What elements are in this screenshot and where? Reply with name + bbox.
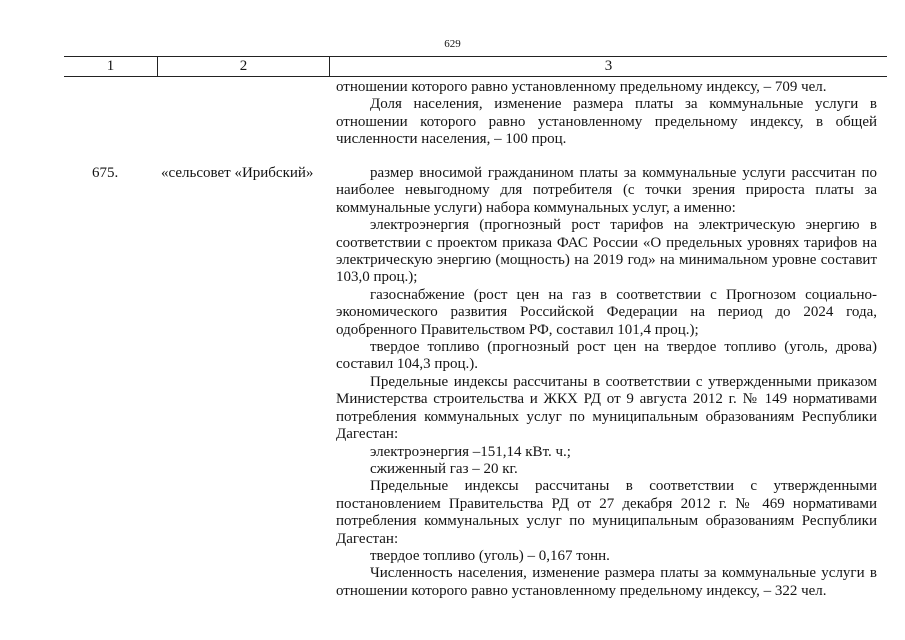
column-header-3: 3: [329, 57, 887, 76]
paragraph: электроэнергия –151,14 кВт. ч.;: [370, 443, 571, 460]
column-header-1: 1: [106, 58, 115, 74]
page-number: 629: [444, 38, 461, 50]
paragraph: газоснабжение (рост цен на газ в соответствии с Прогнозом социально-экономического развития Российской Федерации на период до 2024 года, одобренного Правительством РФ, составил 101,4 проц.);: [336, 286, 877, 338]
paragraph: твердое топливо (прогнозный рост цен на твердое топливо (уголь, дрова) составил 104,3 проц.).: [336, 339, 877, 373]
column-header-2: 2: [157, 57, 329, 76]
paragraph: размер вносимой гражданином платы за коммунальные услуги рассчитан по наиболее невыгодному для потребителя (с точки зрения прироста платы за коммунальные услуги) набора коммунальных услуг, а именно:: [336, 165, 877, 216]
paragraph: сжиженный газ – 20 кг.: [370, 460, 518, 477]
paragraph: Доля населения, изменение размера платы за коммунальные услуги в отношении которого равно установленному предельному индексу, в общей численности населения, – 100 проц.: [336, 96, 877, 148]
paragraph: электроэнергия (прогнозный рост тарифов на электрическую энергию в соответствии с проектом приказа ФАС России «О предельных уровнях тарифов на электрическую энергию (мощность) на 2019 год» на минимальном уровне составит 103,0 проц.);: [336, 217, 877, 286]
paragraph: Предельные индексы рассчитаны в соответствии с утвержденными постановлением Правительства РД от 27 декабря 2012 г. № 469 нормативами потребления коммунальных услуг по муниципальным образованиям Республики Дагестан:: [336, 478, 877, 547]
municipality-name: «сельсовет «Ирибский»: [161, 165, 314, 181]
previous-row-text: [336, 79, 877, 149]
paragraph: твердое топливо (уголь) – 0,167 тонн.: [370, 547, 610, 564]
row-number: 675.: [92, 165, 119, 181]
paragraph: Предельные индексы рассчитаны в соответствии с утвержденными приказом Министерства строительства и ЖКХ РД от 9 августа 2012 г. № 149 нормативами потребления коммунальных услуг по муниципальным образованиям Республики Дагестан:: [336, 373, 877, 443]
table-header: [64, 56, 887, 77]
paragraph: Численность населения, изменение размера платы за коммунальные услуги в отношении которого равно установленному предельному индексу, – 322 чел.: [336, 565, 877, 599]
paragraph: отношении которого равно установленному предельному индексу, – 709 чел.: [336, 79, 827, 95]
row-description: [336, 165, 877, 600]
